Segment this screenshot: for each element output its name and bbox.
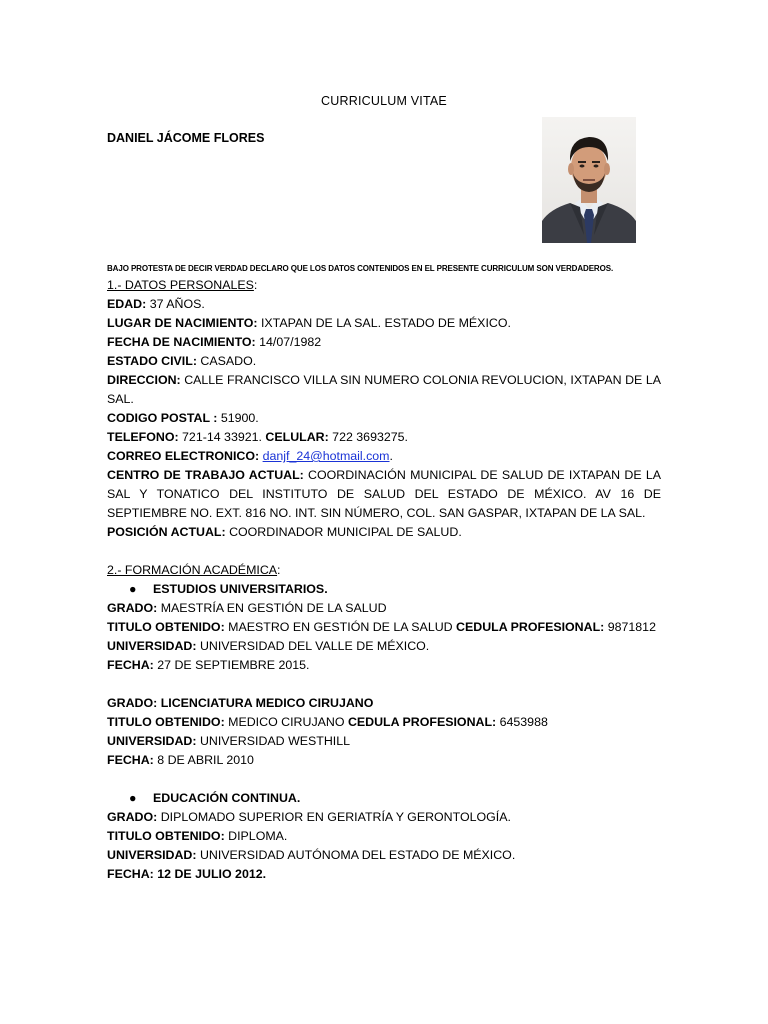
cv-content [107, 276, 661, 884]
profile-photo [542, 117, 636, 243]
field-label: CENTRO DE TRABAJO ACTUAL: [107, 468, 304, 482]
field-value: IXTAPAN DE LA SAL. ESTADO DE MÉXICO. [257, 316, 511, 330]
field-value: 721-14 33921. [178, 430, 266, 444]
field-lugar-nacimiento [107, 314, 661, 333]
field-value: 722 3693275. [328, 430, 408, 444]
field-label: GRADO: [107, 601, 158, 615]
continua-universidad [107, 846, 661, 865]
field-value: 14/07/1982 [255, 335, 322, 349]
field-label: UNIVERSIDAD: [107, 639, 197, 653]
field-label: UNIVERSIDAD: [107, 734, 197, 748]
maestria-fecha [107, 656, 661, 675]
field-value: DIPLOMA. [224, 829, 288, 843]
field-value: MAESTRÍA EN GESTIÓN DE LA SALUD [157, 601, 387, 615]
field-label: DIRECCION: [107, 373, 181, 387]
bullet-text: ESTUDIOS UNIVERSITARIOS. [153, 582, 328, 596]
section-heading-text: 2.- FORMACIÓN ACADÉMICA [107, 563, 278, 577]
field-correo [107, 447, 661, 466]
field-value: 9871812 [604, 620, 656, 634]
licenciatura-fecha [107, 751, 661, 770]
field-label: UNIVERSIDAD: [107, 848, 197, 862]
licenciatura-grado: GRADO: LICENCIATURA MEDICO CIRUJANO [107, 696, 374, 710]
spacer [107, 770, 661, 789]
field-value: MEDICO CIRUJANO [224, 715, 348, 729]
field-label: LUGAR DE NACIMIENTO: [107, 316, 258, 330]
field-value: MAESTRO EN GESTIÓN DE LA SALUD [224, 620, 457, 634]
field-value: UNIVERSIDAD DEL VALLE DE MÉXICO. [196, 639, 430, 653]
field-label: TITULO OBTENIDO: [107, 715, 225, 729]
field-value: 37 AÑOS. [146, 297, 205, 311]
field-label: CODIGO POSTAL : [107, 411, 218, 425]
field-label: GRADO: [107, 810, 158, 824]
field-label: CORREO ELECTRONICO: [107, 449, 260, 463]
spacer [107, 675, 661, 694]
field-value: 6453988 [496, 715, 548, 729]
field-fecha-nacimiento [107, 333, 661, 352]
field-codigo-postal [107, 409, 661, 428]
field-label: CEDULA PROFESIONAL: [456, 620, 605, 634]
bullet-icon: ● [129, 791, 137, 805]
spacer [107, 542, 661, 561]
maestria-titulo [107, 618, 661, 637]
field-value: UNIVERSIDAD AUTÓNOMA DEL ESTADO DE MÉXICO. [196, 848, 516, 862]
field-label: TELEFONO: [107, 430, 179, 444]
continua-titulo [107, 827, 661, 846]
field-label: TITULO OBTENIDO: [107, 620, 225, 634]
field-value: DIPLOMADO SUPERIOR EN GERIATRÍA Y GERONTOLOGÍA. [157, 810, 511, 824]
field-value: CASADO. [196, 354, 257, 368]
field-label: FECHA: [107, 753, 154, 767]
bullet-estudios-universitarios [107, 580, 661, 599]
heading-colon: : [253, 278, 258, 292]
licenciatura-titulo [107, 713, 661, 732]
continua-grado [107, 808, 661, 827]
field-direccion [107, 371, 661, 409]
section-education-heading [107, 561, 661, 580]
field-value: CALLE FRANCISCO VILLA SIN NUMERO COLONIA REVOLUCION, IXTAPAN DE LA SAL. [107, 373, 661, 406]
bullet-icon: ● [129, 582, 137, 596]
truth-declaration: BAJO PROTESTA DE DECIR VERDAD DECLARO QUE LOS DATOS CONTENIDOS EN EL PRESENTE CURRICULUM SON VERDADEROS. [107, 264, 614, 273]
continua-fecha: FECHA: 12 DE JULIO 2012. [107, 867, 267, 881]
field-label: ESTADO CIVIL: [107, 354, 197, 368]
field-estado-civil [107, 352, 661, 371]
maestria-universidad [107, 637, 661, 656]
field-label: CEDULA PROFESIONAL: [347, 715, 497, 729]
field-centro-trabajo [107, 466, 661, 523]
field-value: UNIVERSIDAD WESTHILL [196, 734, 351, 748]
bullet-text: EDUCACIÓN CONTINUA. [153, 791, 301, 805]
email-link[interactable]: danjf_24@hotmail.com [262, 449, 390, 463]
field-value: 51900. [217, 411, 259, 425]
field-edad [107, 295, 661, 314]
field-value: 8 DE ABRIL 2010 [153, 753, 254, 767]
field-value: 27 DE SEPTIEMBRE 2015. [153, 658, 310, 672]
heading-colon: : [277, 563, 281, 577]
field-label: CELULAR: [265, 430, 329, 444]
document-title: CURRICULUM VITAE [321, 94, 447, 108]
bullet-educacion-continua [107, 789, 661, 808]
person-name: DANIEL JÁCOME FLORES [107, 131, 265, 145]
field-label: POSICIÓN ACTUAL: [107, 525, 226, 539]
section-personal-heading [107, 276, 661, 295]
field-label: FECHA: [107, 658, 154, 672]
section-heading-text: 1.- DATOS PERSONALES [107, 278, 254, 292]
field-value: COORDINADOR MUNICIPAL DE SALUD. [225, 525, 462, 539]
field-suffix: . [389, 449, 393, 463]
field-posicion [107, 523, 661, 542]
field-label: EDAD: [107, 297, 147, 311]
field-label: FECHA DE NACIMIENTO: [107, 335, 256, 349]
maestria-grado [107, 599, 661, 618]
field-label: TITULO OBTENIDO: [107, 829, 225, 843]
field-value: COORDINACIÓN MUNICIPAL DE SALUD DE IXTAPAN DE LA SAL Y TONATICO DEL INSTITUTO DE SALUD DEL ESTADO DE MÉXICO. AV 16 DE SEPTIEMBRE NO. EXT. 816 NO. INT. SIN NÚMERO, COL. SAN GASPAR, IXTAPAN DE LA SAL. [107, 468, 661, 520]
field-telefono [107, 428, 661, 447]
licenciatura-universidad [107, 732, 661, 751]
